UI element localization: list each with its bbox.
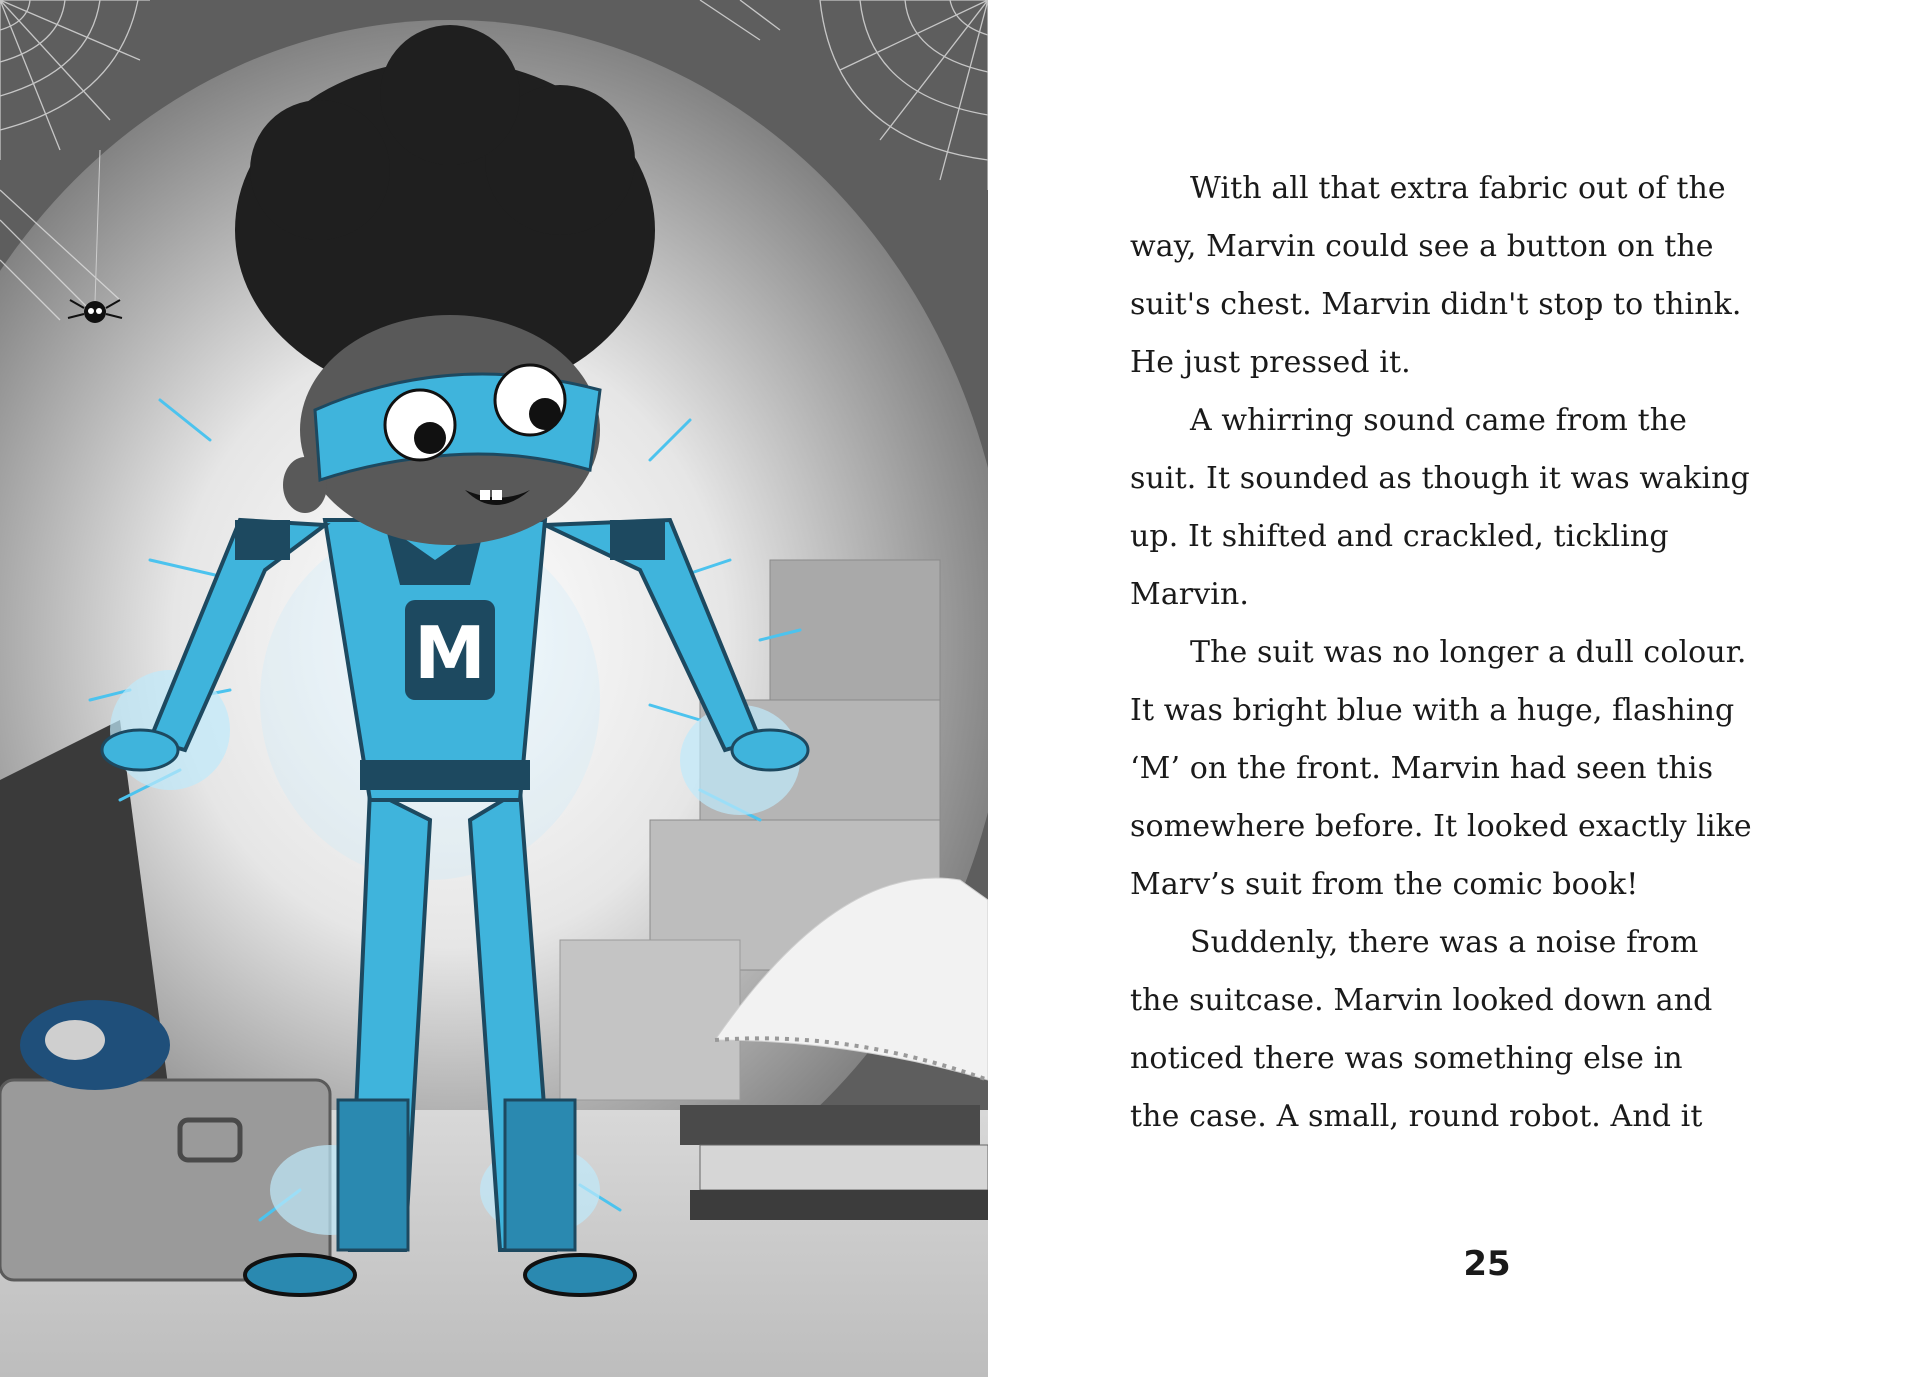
story-line: the suitcase. Marvin looked down and xyxy=(1130,983,1713,1018)
story-line: ‘M’ on the front. Marvin had seen this xyxy=(1130,751,1714,786)
story-line: With all that extra fabric out of the xyxy=(1190,171,1726,206)
story-line: somewhere before. It looked exactly like xyxy=(1130,809,1752,844)
story-line: Marv’s suit from the comic book! xyxy=(1130,867,1639,902)
book-stack xyxy=(680,1105,988,1220)
story-line: Suddenly, there was a noise from xyxy=(1190,925,1699,960)
story-line: suit's chest. Marvin didn't stop to think. xyxy=(1130,287,1742,322)
story-line: It was bright blue with a huge, flashing xyxy=(1130,693,1735,728)
story-text xyxy=(1130,160,1830,1146)
text-page xyxy=(988,0,1920,1377)
story-line: way, Marvin could see a button on the xyxy=(1130,229,1714,264)
page-number: 25 xyxy=(1463,1244,1511,1284)
story-line: The suit was no longer a dull colour. xyxy=(1190,635,1747,670)
story-line: suit. It sounded as though it was waking xyxy=(1130,461,1750,496)
story-line: He just pressed it. xyxy=(1130,345,1411,380)
story-line: Marvin. xyxy=(1130,577,1250,612)
story-line: up. It shifted and crackled, tickling xyxy=(1130,519,1669,554)
story-line: noticed there was something else in xyxy=(1130,1041,1683,1076)
story-line: the case. A small, round robot. And it xyxy=(1130,1099,1703,1134)
chest-letter: M xyxy=(414,611,486,695)
story-line: A whirring sound came from the xyxy=(1190,403,1688,438)
